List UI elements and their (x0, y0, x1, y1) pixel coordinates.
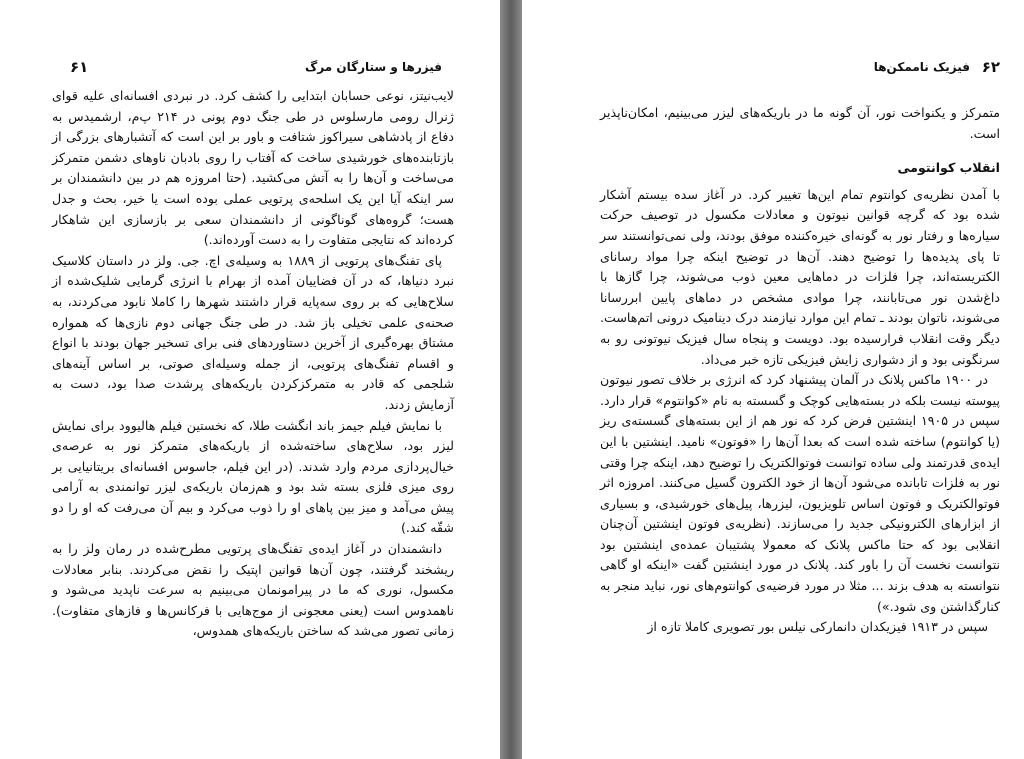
right-page-header (600, 56, 1000, 78)
book-gutter (500, 0, 522, 759)
right-page-body (600, 103, 1000, 638)
right-paragraph-3: سپس در ۱۹۱۳ فیزیکدان دانمارکی نیلس بور تصویری کاملا تازه از (647, 619, 988, 635)
left-page-header (70, 56, 442, 78)
right-continuation-paragraph: متمرکز و یکنواخت نور، آن گونه ما در باریکه‌های لیزر می‌بینیم، امکان‌ناپذیر است. (600, 105, 1000, 141)
left-page-number: ۶۱ (70, 58, 89, 76)
right-paragraph-2: در ۱۹۰۰ ماکس پلانک در آلمان پیشنهاد کرد که انرژی بر خلاف تصور نیوتون پیوسته نیست بلکه در بسته‌هایی کوچک و گسسته به نام «کوانتوم» قرار دارد. سپس در ۱۹۰۵ اینشتین فرض کرد که نور هم از این بسته‌های گسسته‌ی ریز (یا کوانتوم) ساخته شده است که بعدا آن‌ها را «فوتون» نامید. اینشتین با این ایده‌ی قدرتمند ولی ساده توانست فوتوالکتریک را توضیح دهد، اینکه چرا وقتی نور به فلزات تابانده می‌شود آن‌ها از خود الکترون گسیل می‌کنند. امروزه اثر فوتوالکتریک و فوتون اساس تلویزیون، لیزرها، پیل‌های خورشیدی، و بسیاری از ابزارهای الکترونیکی جدید را می‌سازند. (نظریه‌ی فوتون اینشتین آن‌چنان انقلابی بود که حتا ماکس پلانک که معمولا پشتیبان عمده‌ی اینشتین بود نتوانست نخست آن را باور کند. پلانک در مورد اینشتین گفت «اینکه او گاهی نتوانسته به هدف بزند ... مثلا در مورد فرضیه‌ی کوانتوم‌های نور، نباید منجر به کنارگذاشتن وی شود.») (600, 372, 1000, 614)
left-paragraph-1: لایب‌نیتز، نوعی حسابان ابتدایی را کشف کرد. در نبردی افسانه‌ای علیه قوای ژنرال رومی مارسلوس در طی جنگ دوم پونی در ۲۱۴ پ‌م، ارشمیدس به دفاع از پادشاهی سیراکوز شتافت و باور بر این است که آتشبارهای بزرگی از بازتابنده‌های خورشیدی ساخت که آفتاب را روی بادبان ناوهای دشمن متمرکز می‌ساخت و آن‌ها را به آتش می‌کشید. (حتا امروزه هم در بین دانشمندان بر سر اینکه آیا این یک اسلحه‌ی پرتویی عملی بوده است یا خیر، بحث و جدل هست؛ گروه‌های گوناگونی از دانشمندان سعی بر بازسازی این شاهکار کرده‌اند که نتایجی متفاوت را به دست آورده‌اند.) (52, 88, 454, 248)
left-page-body (52, 86, 454, 642)
right-running-title: فیزیک ناممکن‌ها (873, 60, 970, 74)
left-paragraph-4: دانشمندان در آغاز ایده‌ی تفنگ‌های پرتویی مطرح‌شده در رمان ولز را به ریشخند گرفتند، چون آن‌ها قوانین اپتیک را نقض می‌کردند. بنابر معادلات مکسول، نوری که ما در پیرامونمان می‌بینیم به سرعت ناپدید می‌شود و ناهمدوس است (یعنی معجونی از موج‌هایی با فرکانس‌ها و فازهای متفاوت). زمانی تصور می‌شد که ساختن باریکه‌های همدوس، (52, 541, 454, 639)
left-paragraph-2: پای تفنگ‌های پرتویی از ۱۸۸۹ به وسیله‌ی اچ. جی. ولز در داستان کلاسیک نبرد دنیاها، که در آن فضاییان آمده از بهرام با انرژی گرمایی شلیک‌شده از سلاح‌هایی که بر روی سه‌پایه قرار داشتند شهرها را کاملا نابود می‌کردند، به صحنه‌ی علمی تخیلی باز شد. در طی جنگ جهانی دوم نازی‌ها که همواره مشتاق بهره‌گیری از آخرین دستاوردهای فنی برای تسخیر جهان بودند با انواع و اقسام تفنگ‌های پرتویی، از جمله وسیله‌ای صوتی، بر اساس آینه‌های شلجمی که قادر به متمرکزکردن باریکه‌های پرشدت صدا بود، دست به آزمایش زدند. (52, 252, 454, 412)
right-page (522, 0, 1024, 759)
section-heading: انقلاب کوانتومی (897, 160, 1000, 176)
left-running-title: فیزرها و ستارگان مرگ (305, 60, 442, 74)
right-paragraph-1: با آمدن نظریه‌ی کوانتوم تمام این‌ها تغییر کرد. در آغاز سده بیستم آشکار شده بود که گرچه قوانین نیوتون و معادلات مکسول در توصیف حرکت سیاره‌ها و رفتار نور به گونه‌ای خیره‌کننده موفق بودند، ولی نمی‌توانستند سر تا پای پدیده‌ها را توضیح دهند. آن‌ها در توضیح اینکه چرا مواد رسانای الکتریسته‌اند، چرا فلزات در دماهایی معین ذوب می‌شوند، چرا گازها با داغ‌شدن نور می‌تابانند، چرا موادی مشخص در دماهای پایین ابررسانا می‌شوند، ناتوان بودند ـ تمام این موارد نیازمند درک دینامیک درونی اتم‌هاست. دیگر وقت انقلاب فرارسیده بود. دویست و پنجاه سال فیزیک نیوتونی رو به سرنگونی بود و از دشواری زایش فیزیکی تازه خبر می‌داد. (600, 186, 1000, 367)
left-paragraph-3: با نمایش فیلم جیمز باند انگشت طلا، که نخستین فیلم هالیوود برای نمایش لیزر بود، سلاح‌های ساخته‌شده از باریکه‌های متمرکز نور به عرصه‌ی خیال‌پردازی مردم وارد شدند. (در این فیلم، جاسوس افسانه‌ای بریتانیایی بر روی میزی فلزی بسته شد بود و هم‌زمان باریکه‌ی لیزر توانمندی به آرامی پیش می‌آمد و میز بین پاهای او را ذوب می‌کرد و بیم آن می‌رفت که او را دو شقّه کند.) (52, 417, 454, 536)
left-page (0, 0, 500, 759)
right-page-number: ۶۲ (981, 58, 1000, 76)
